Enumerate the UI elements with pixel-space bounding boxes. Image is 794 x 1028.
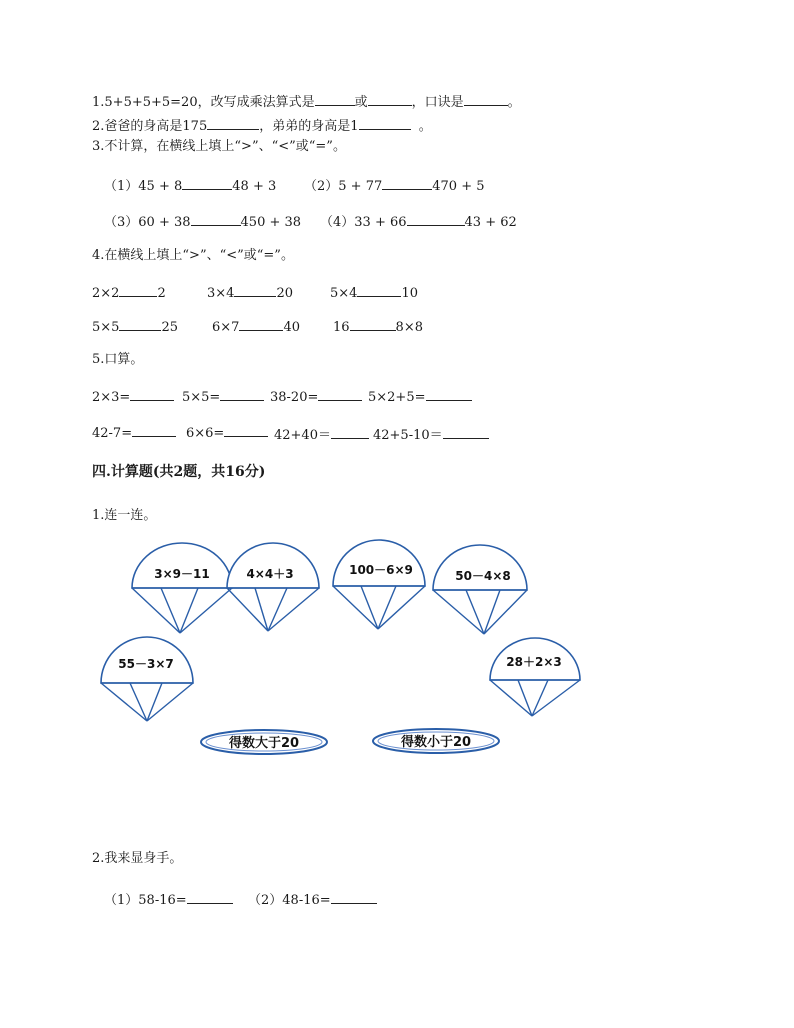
answer-blank[interactable] <box>119 284 157 297</box>
expr: 5×2+5= <box>368 390 426 405</box>
target-label: 得数小于20 <box>400 735 472 750</box>
left-expr: 3×4 <box>207 286 235 301</box>
expr: 2×3= <box>92 390 131 405</box>
parachute-4[interactable] <box>433 545 527 634</box>
q1-or: 或 <box>354 95 368 110</box>
item-label: （2） <box>304 179 339 194</box>
answer-blank[interactable] <box>331 891 377 904</box>
right-expr: 8×8 <box>395 320 423 335</box>
right-expr: 48 + 3 <box>232 179 277 194</box>
q1-text-2: ，口诀是 <box>411 95 464 110</box>
parachute-5[interactable] <box>101 637 193 721</box>
compare-item <box>212 318 300 335</box>
parachute-6[interactable] <box>490 638 580 716</box>
item-label: （2） <box>248 893 283 908</box>
right-expr: 40 <box>283 320 300 335</box>
answer-blank[interactable] <box>132 424 176 437</box>
question-5-title: 5.口算。 <box>92 352 144 367</box>
right-expr: 2 <box>157 286 166 301</box>
expr: 38-20= <box>270 390 319 405</box>
left-expr: 6×7 <box>212 320 240 335</box>
calc-item <box>248 889 377 908</box>
right-expr: 25 <box>161 320 178 335</box>
expr: 42+40＝ <box>274 428 331 443</box>
answer-blank[interactable] <box>191 213 241 226</box>
mental-item <box>270 388 362 405</box>
answer-blank[interactable] <box>464 93 508 106</box>
compare-item <box>320 211 517 230</box>
mental-item <box>373 424 489 443</box>
compare-item <box>104 175 276 194</box>
answer-blank[interactable] <box>331 426 369 439</box>
mental-item <box>274 424 369 443</box>
mental-item <box>92 388 174 405</box>
answer-blank[interactable] <box>207 117 259 130</box>
answer-blank[interactable] <box>119 318 161 331</box>
answer-blank[interactable] <box>350 318 396 331</box>
item-label: （1） <box>104 179 139 194</box>
q2-end: 。 <box>418 119 432 134</box>
right-expr: 450 + 38 <box>240 215 302 230</box>
q1-end: 。 <box>507 95 521 110</box>
parachute-2[interactable] <box>227 543 319 631</box>
compare-item <box>333 318 423 335</box>
item-label: （1） <box>104 893 139 908</box>
answer-blank[interactable] <box>182 177 232 190</box>
expr: 48-16= <box>282 893 331 908</box>
answer-blank[interactable] <box>443 426 489 439</box>
right-expr: 10 <box>401 286 418 301</box>
answer-blank[interactable] <box>359 117 411 130</box>
answer-blank[interactable] <box>368 93 412 106</box>
left-expr: 5 + 77 <box>338 179 383 194</box>
parachute-label: 3×9－11 <box>154 567 210 581</box>
answer-blank[interactable] <box>234 284 276 297</box>
mental-item <box>368 388 472 405</box>
item-label: （3） <box>104 215 139 230</box>
question-2 <box>92 117 432 136</box>
left-expr: 5×5 <box>92 320 120 335</box>
answer-blank[interactable] <box>130 388 174 401</box>
item-label: （4） <box>320 215 355 230</box>
q2-text: 2.爸爸的身高是175 <box>92 119 208 134</box>
target-less-than-20[interactable] <box>373 729 499 753</box>
compare-item <box>207 284 293 301</box>
q2-text-2: ，弟弟的身高是1 <box>259 119 359 134</box>
expr: 58-16= <box>138 893 187 908</box>
parachute-label: 100－6×9 <box>349 563 413 577</box>
expr: 5×5= <box>182 390 221 405</box>
mental-item <box>92 424 176 441</box>
expr: 6×6= <box>186 426 225 441</box>
expr: 42+5-10＝ <box>373 428 443 443</box>
mental-item <box>182 388 264 405</box>
left-expr: 5×4 <box>330 286 358 301</box>
answer-blank[interactable] <box>407 213 465 226</box>
section-heading: 四.计算题(共2题，共16分) <box>92 464 266 480</box>
parachute-1[interactable] <box>132 543 232 633</box>
calc-item <box>104 889 233 908</box>
answer-blank[interactable] <box>224 424 268 437</box>
answer-blank[interactable] <box>187 891 233 904</box>
left-expr: 60 + 38 <box>138 215 191 230</box>
right-expr: 43 + 62 <box>464 215 517 230</box>
compare-item <box>92 318 178 335</box>
compare-item <box>92 284 166 301</box>
answer-blank[interactable] <box>220 388 264 401</box>
compare-item <box>104 211 301 230</box>
parachute-label: 50－4×8 <box>455 569 511 583</box>
compare-item <box>304 175 485 194</box>
answer-blank[interactable] <box>239 318 283 331</box>
target-greater-than-20[interactable] <box>201 730 327 754</box>
left-expr: 33 + 66 <box>354 215 407 230</box>
question-3-title: 3.不计算，在横线上填上“>”、“<”或“=”。 <box>92 139 346 154</box>
left-expr: 16 <box>333 320 350 335</box>
part-2-title: 2.我来显身手。 <box>92 851 183 866</box>
answer-blank[interactable] <box>315 93 355 106</box>
q1-text: 1.5+5+5+5=20，改写成乘法算式是 <box>92 95 315 110</box>
answer-blank[interactable] <box>426 388 472 401</box>
question-4-title: 4.在横线上填上“>”、“<”或“=”。 <box>92 248 294 263</box>
expr: 42-7= <box>92 426 133 441</box>
compare-item <box>330 284 418 301</box>
answer-blank[interactable] <box>357 284 401 297</box>
parachute-3[interactable] <box>333 540 425 629</box>
parachute-diagram <box>0 538 794 778</box>
question-1 <box>92 93 521 112</box>
target-label: 得数大于20 <box>228 736 300 751</box>
parachute-label: 4×4＋3 <box>246 567 294 581</box>
part-1-title: 1.连一连。 <box>92 508 157 523</box>
mental-item <box>186 424 268 441</box>
right-expr: 20 <box>276 286 293 301</box>
left-expr: 45 + 8 <box>138 179 183 194</box>
left-expr: 2×2 <box>92 286 120 301</box>
parachute-label: 28＋2×3 <box>506 655 562 669</box>
answer-blank[interactable] <box>318 388 362 401</box>
parachute-label: 55－3×7 <box>118 657 174 671</box>
right-expr: 470 + 5 <box>432 179 485 194</box>
answer-blank[interactable] <box>382 177 432 190</box>
